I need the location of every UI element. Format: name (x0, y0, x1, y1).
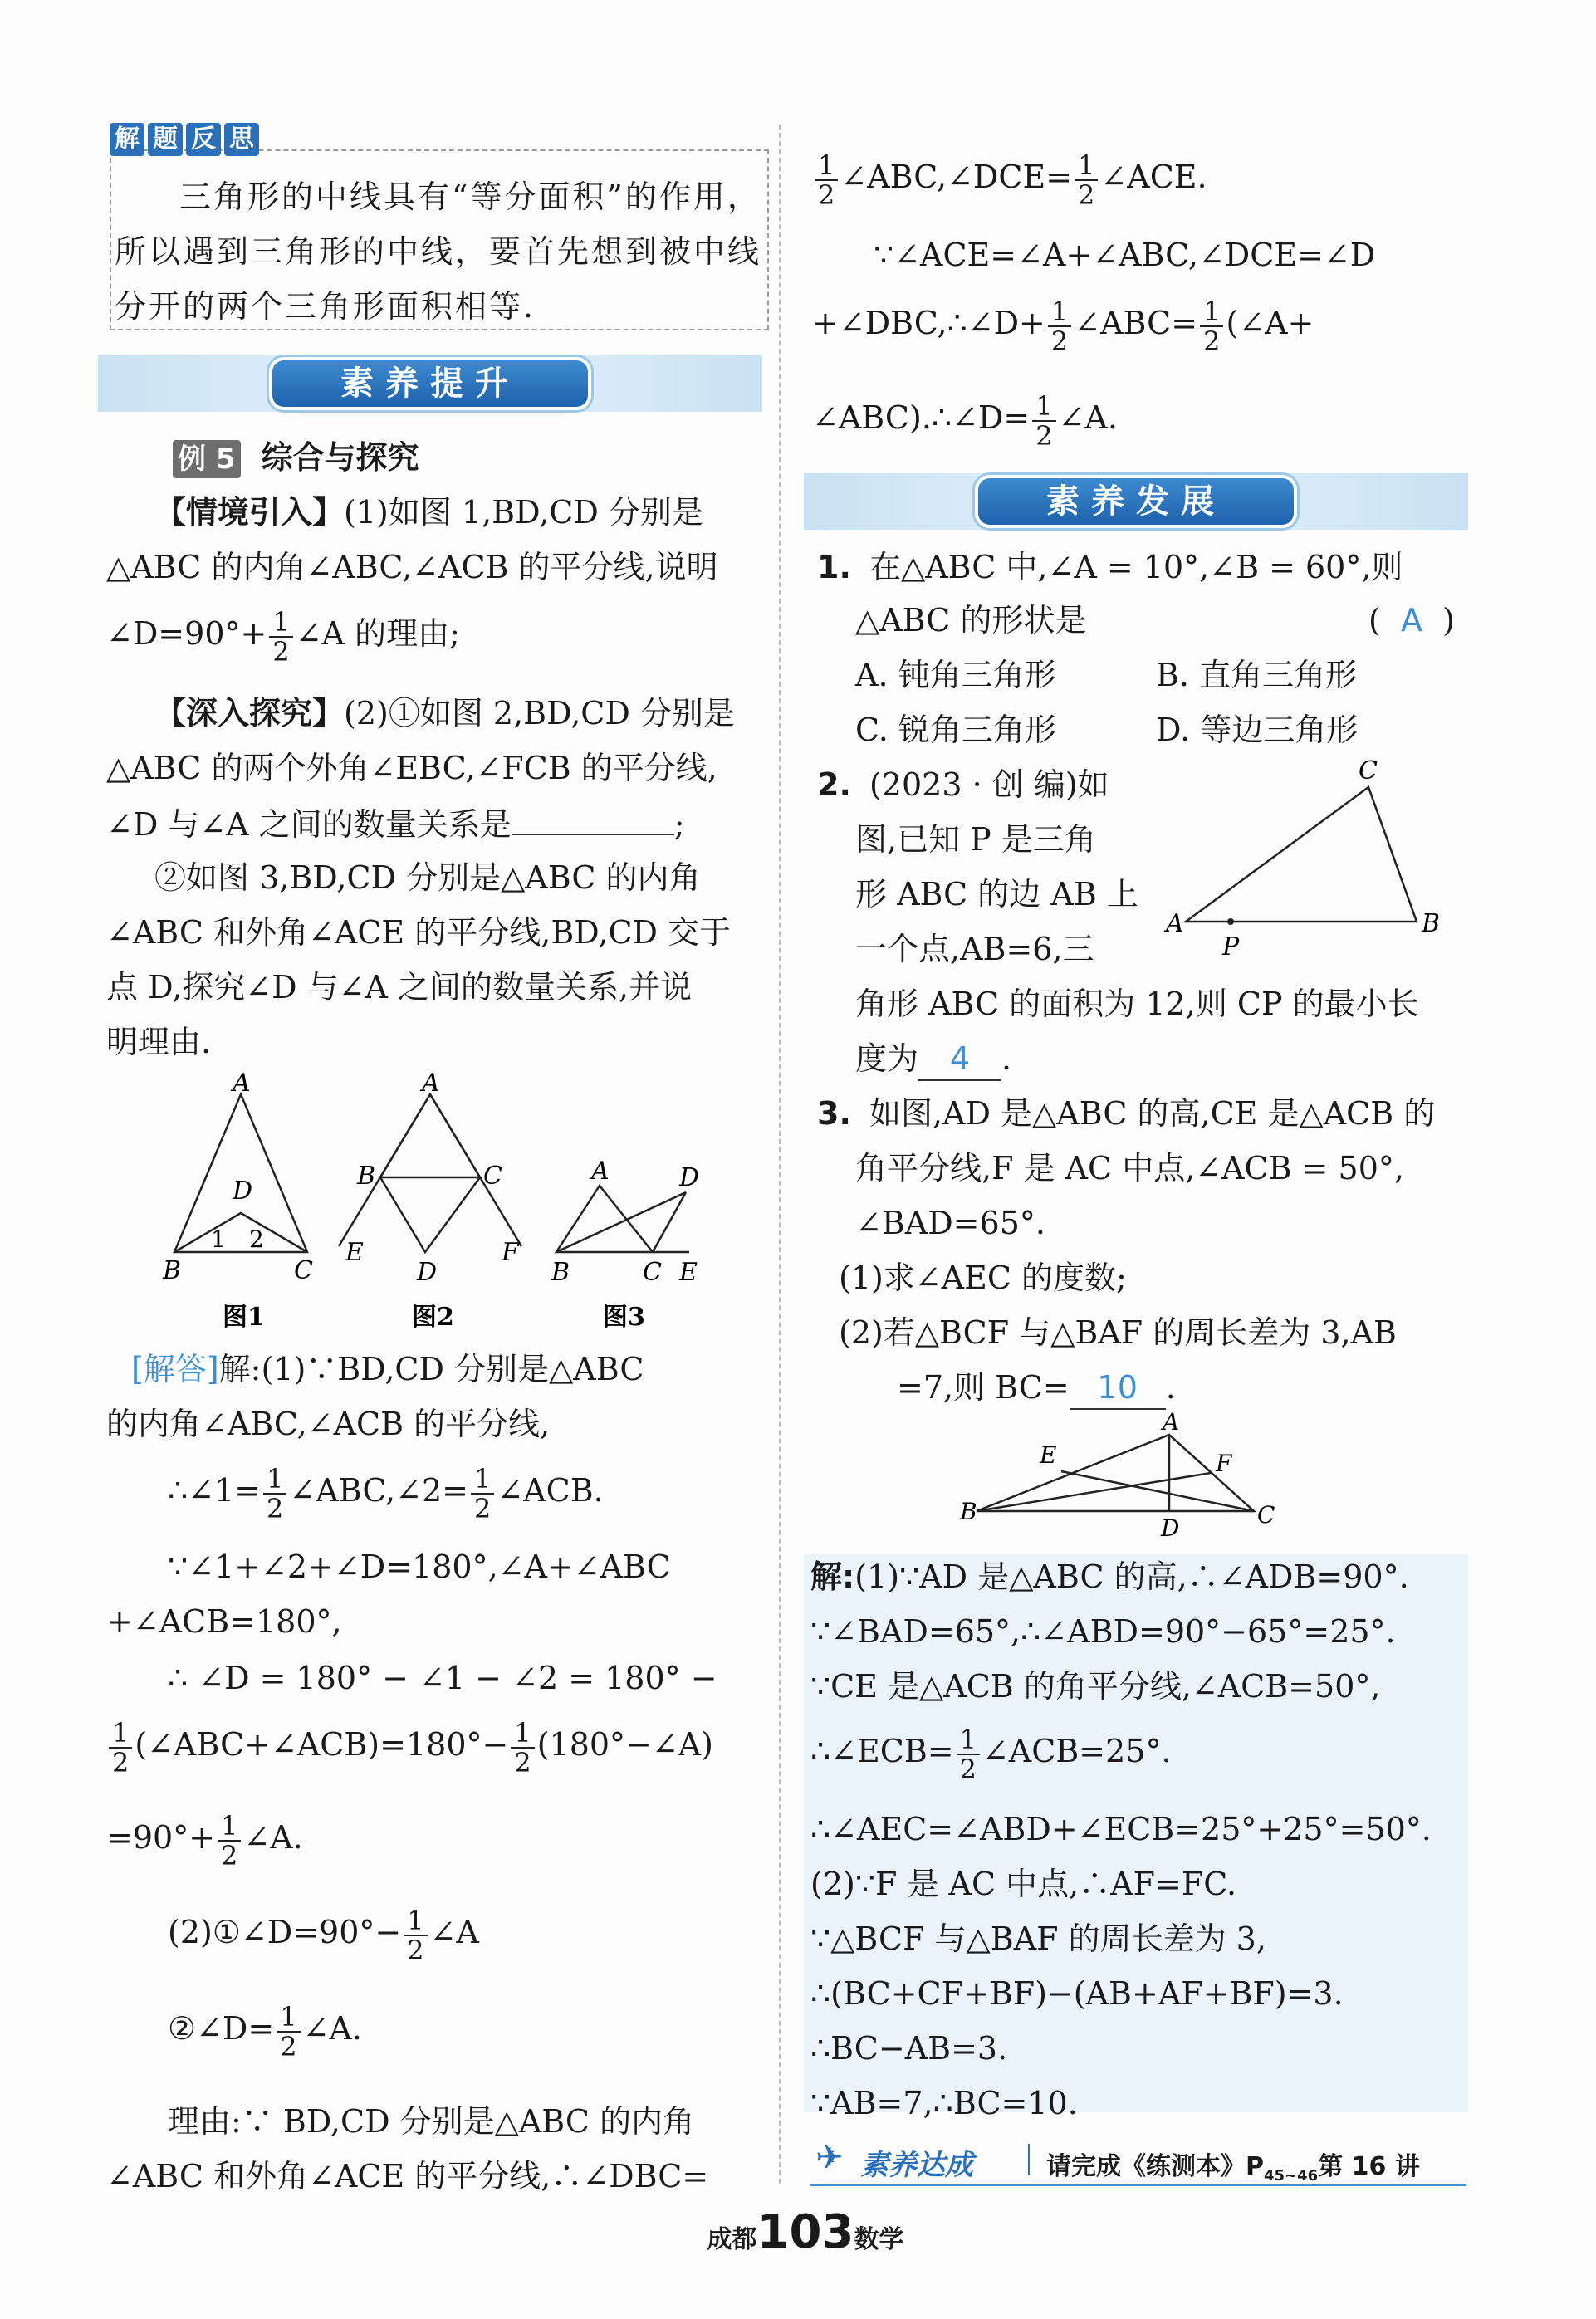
sol-left-line-12: ∠ABC 和外角∠ACE 的平分线,∴∠DBC= (106, 2158, 709, 2194)
fraction-half: $\frac{1}{2}$ (1200, 297, 1223, 355)
fig3-label-B: B (551, 1258, 570, 1287)
fig2-label-B: B (357, 1162, 376, 1191)
sol-right-line-3: ∵CE 是△ACB 的角平分线,∠ACB=50°, (810, 1668, 1381, 1705)
fraction-half: $\frac{1}{2}$ (269, 608, 292, 666)
reflection-tags (110, 123, 262, 156)
sol-left-line-9 (168, 1905, 479, 1964)
q1-text-1: 在△ABC 中,∠A = 10°,∠B = 60°,则 (869, 549, 1403, 585)
situation-tag: 【情境引入】 (154, 494, 345, 531)
fig2-label-E: E (345, 1238, 364, 1267)
footer-logo: 素养达成 (860, 2149, 973, 2182)
fig-caption-3: 图3 (603, 1303, 645, 1332)
q3-figure (960, 1408, 1294, 1553)
q1-option-a: A. 钝角三角形 (855, 657, 1056, 693)
fig-caption-2: 图2 (412, 1303, 454, 1332)
reflection-tag-3: 思 (224, 123, 259, 156)
q3-text-6: =7,则 BC= (897, 1369, 1070, 1406)
sol-right-head: 解: (810, 1558, 855, 1595)
situation-line-1 (154, 485, 703, 540)
reflection-tag-0: 解 (110, 123, 144, 156)
footer-text (1046, 2145, 1420, 2184)
banner-right (804, 473, 1468, 530)
sol-left-line-4: ∵∠1+∠2+∠D=180°,∠A+∠ABC (168, 1548, 671, 1585)
q3-text-1: 如图,AD 是△ABC 的高,CE 是△ACB 的 (869, 1095, 1436, 1132)
footer-bar (810, 2137, 1466, 2186)
fig3-label-E: E (679, 1258, 698, 1287)
q2-figure (1166, 747, 1452, 971)
q2-text-6: 度为 (855, 1040, 919, 1077)
reflection-line-0: 三角形的中线具有“等分面积”的作用， (179, 179, 761, 215)
q3-line-5: (2)若△BCF 与△BAF 的周长差为 3,AB (839, 1314, 1397, 1351)
example-title: 综合与探究 (261, 439, 419, 476)
sol-right-top-line-1 (812, 149, 1207, 209)
footer-page-number: 103 (756, 2205, 854, 2259)
q2-text-1: (2023 · 创 编)如 (869, 766, 1109, 803)
q2-number: 2. (817, 766, 851, 803)
fig2-label-D: D (417, 1258, 438, 1287)
fig-caption-1: 图1 (223, 1303, 265, 1332)
sol-left-text-7a: (∠ABC+∠ACB)=180°− (135, 1726, 509, 1763)
sol-left-text-3a: ∴∠1= (168, 1472, 262, 1509)
sol-right-line-8: ∴(BC+CF+BF)−(AB+AF+BF)=3. (810, 1975, 1344, 2012)
sol-left-line-10 (168, 2001, 362, 2061)
solution-tag: [解答] (131, 1351, 219, 1387)
sol-right-top-text-1b: ∠ACE. (1100, 159, 1207, 195)
column-divider (779, 125, 781, 2184)
deep-text-3: ∠D 与∠A 之间的数量关系是 (106, 806, 512, 843)
fraction-half: $\frac{1}{2}$ (815, 151, 838, 209)
q1-line-1 (817, 540, 1403, 594)
sol-right-top-text-4b: ∠A. (1058, 399, 1118, 436)
sol-left-text-9a: (2)①∠D=90°− (168, 1914, 402, 1950)
deep-line-1 (154, 686, 735, 741)
page-footer (681, 2205, 930, 2259)
q1-option-d: D. 等边三角形 (1156, 712, 1359, 748)
deep-line-6: 点 D,探究∠D 与∠A 之间的数量关系,并说 (106, 969, 693, 1005)
q3-label-A: A (1163, 1408, 1180, 1436)
situation-line-2: △ABC 的内角∠ABC,∠ACB 的平分线,说明 (106, 549, 718, 585)
fig3-label-D: D (679, 1163, 700, 1192)
q1-answer: A (1400, 602, 1422, 638)
reflection-line-2: 分开的两个三角形面积相等. (115, 288, 536, 325)
sol-left-text-9b: ∠A (429, 1914, 479, 1950)
footer-text-sub: 45~46 (1264, 2167, 1319, 2184)
q3-line-3: ∠BAD=65°. (855, 1205, 1045, 1241)
fraction-half: $\frac{1}{2}$ (109, 1719, 132, 1777)
situation-text-3a: ∠D=90°+ (106, 615, 267, 652)
fig1-label-1: 1 (211, 1226, 226, 1253)
sol-left-text-7b: (180°−∠A) (536, 1726, 714, 1763)
sol-right-top-line-3 (812, 296, 1314, 355)
sol-right-top-line-4 (812, 390, 1118, 450)
footer-logo-divider (1028, 2144, 1030, 2175)
sol-left-line-3 (168, 1463, 604, 1523)
sol-left-text-3c: ∠ACB. (497, 1472, 604, 1509)
q3-label-C: C (1257, 1501, 1275, 1529)
q2-line-1 (817, 757, 1109, 812)
q3-number: 3. (817, 1095, 851, 1132)
footer-subject: 数学 (854, 2225, 904, 2254)
fraction-half: $\frac{1}{2}$ (263, 1465, 286, 1523)
sol-right-line-9: ∴BC−AB=3. (810, 2030, 1008, 2067)
sol-right-text-1: (1)∵AD 是△ABC 的高,∴∠ADB=90°. (854, 1558, 1409, 1595)
q3-line-4: (1)求∠AEC 的度数; (839, 1260, 1127, 1296)
deep-text-3end: ; (673, 806, 685, 843)
footer-city: 成都 (707, 2225, 757, 2254)
banner-left (98, 355, 762, 412)
example-header (173, 432, 419, 478)
fraction-half: $\frac{1}{2}$ (957, 1725, 980, 1783)
q3-label-F: F (1216, 1450, 1232, 1477)
sol-right-top-text-3b: ∠ABC= (1074, 305, 1198, 341)
situation-line-3 (106, 606, 460, 666)
reflection-tag-1: 题 (148, 123, 183, 156)
sol-right-line-6: (2)∵F 是 AC 中点,∴AF=FC. (810, 1866, 1237, 1902)
fig1-label-2: 2 (249, 1226, 264, 1253)
deep-line-4: ②如图 3,BD,CD 分别是△ABC 的内角 (154, 859, 701, 896)
q3-label-D: D (1161, 1514, 1180, 1542)
sol-left-text-3b: ∠ABC,∠2= (289, 1472, 468, 1509)
deep-line-7: 明理由. (106, 1024, 212, 1060)
fraction-half: $\frac{1}{2}$ (471, 1465, 494, 1523)
sol-left-line-1 (131, 1342, 644, 1397)
fig1-label-A: A (233, 1069, 251, 1098)
q3-line-2: 角平分线,F 是 AC 中点,∠ACB = 50°, (855, 1150, 1404, 1186)
fig2-label-F: F (502, 1238, 519, 1267)
sol-right-line-10: ∵AB=7,∴BC=10. (810, 2085, 1078, 2121)
q2-line-2: 图,已知 P 是三角 (855, 821, 1096, 858)
reflection-tag-2: 反 (186, 123, 221, 156)
situation-text-3b: ∠A 的理由; (295, 615, 460, 652)
fraction-half: $\frac{1}{2}$ (404, 1906, 427, 1964)
deep-line-3 (106, 795, 685, 852)
q3-line-6: =7,则 BC= 10 . (897, 1360, 1176, 1415)
fig2-label-C: C (483, 1162, 502, 1191)
sol-right-top-line-2: ∵∠ACE=∠A+∠ABC,∠DCE=∠D (874, 237, 1376, 273)
sol-left-line-5: +∠ACB=180°, (106, 1603, 342, 1640)
sol-left-line-7 (106, 1717, 713, 1777)
reflection-line-1: 所以遇到三角形的中线，要首先想到被中线 (115, 233, 762, 270)
fraction-half: $\frac{1}{2}$ (218, 1812, 241, 1870)
sol-left-text-10a: ②∠D= (168, 2010, 275, 2047)
fraction-half: $\frac{1}{2}$ (511, 1719, 534, 1777)
q3-line-1 (817, 1086, 1435, 1141)
sol-left-text-1: 解:(1)∵BD,CD 分别是△ABC (218, 1351, 644, 1387)
sol-left-line-8 (106, 1810, 303, 1870)
sol-right-line-7: ∵△BCF 与△BAF 的周长差为 3, (810, 1920, 1266, 1957)
example-figures (98, 1069, 762, 1342)
q1-option-c: C. 锐角三角形 (855, 712, 1056, 748)
deep-answer-blank (512, 795, 674, 835)
q2-line-5: 角形 ABC 的面积为 12,则 CP 的最小长 (855, 986, 1419, 1022)
sol-right-text-4b: ∠ACB=25°. (982, 1733, 1172, 1769)
q2-line-4: 一个点,AB=6,三 (855, 931, 1094, 967)
fig1-label-C: C (294, 1256, 313, 1285)
sol-right-top-text-1a: ∠ABC,∠DCE= (840, 159, 1073, 195)
deep-line-2: △ABC 的两个外角∠EBC,∠FCB 的平分线, (106, 750, 717, 786)
fraction-half: $\frac{1}{2}$ (277, 2003, 300, 2061)
sol-left-line-11: 理由:∵ BD,CD 分别是△ABC 的内角 (168, 2103, 695, 2140)
q3-label-E: E (1040, 1441, 1057, 1469)
banner-right-title: 素养发展 (978, 478, 1294, 525)
banner-left-title: 素养提升 (272, 360, 588, 407)
fraction-half: $\frac{1}{2}$ (1048, 297, 1071, 355)
sol-right-top-text-3a: +∠DBC,∴∠D+ (812, 305, 1045, 341)
sol-right-line-5: ∴∠AEC=∠ABD+∠ECB=25°+25°=50°. (810, 1811, 1432, 1847)
example-label: 例 5 (173, 440, 241, 478)
fig1-label-D: D (233, 1177, 253, 1206)
footer-text-main: 请完成《练测本》P (1046, 2152, 1264, 2181)
q2-label-A: A (1166, 909, 1184, 938)
q2-line-6: 度为 4 . (855, 1031, 1011, 1086)
sol-right-line-4 (810, 1724, 1172, 1783)
fraction-half: $\frac{1}{2}$ (1075, 151, 1098, 209)
runner-icon: ✈ (815, 2139, 844, 2177)
sol-right-top-text-3c: (∠A+ (1226, 305, 1314, 341)
deep-tag: 【深入探究】 (154, 695, 345, 731)
fig2-label-A: A (422, 1069, 440, 1098)
q3-label-B: B (960, 1498, 977, 1525)
fig3-label-C: C (643, 1258, 662, 1287)
q2-point-p (1227, 918, 1234, 925)
sol-right-top-text-4a: ∠ABC).∴∠D= (812, 399, 1031, 436)
q2-label-B: B (1422, 909, 1441, 938)
fig1-label-B: B (163, 1256, 182, 1285)
q3-answer: 10 (1070, 1367, 1166, 1410)
footer-text-lesson: 第 16 讲 (1318, 2152, 1420, 2181)
fig3-label-A: A (591, 1157, 610, 1186)
sol-left-line-6: ∴ ∠D = 180° − ∠1 − ∠2 = 180° − (168, 1660, 717, 1696)
sol-left-line-2: 的内角∠ABC,∠ACB 的平分线, (106, 1406, 551, 1442)
sol-left-text-8a: =90°+ (106, 1819, 216, 1856)
situation-text-1: (1)如图 1,BD,CD 分别是 (344, 494, 703, 531)
deep-text-1: (2)①如图 2,BD,CD 分别是 (344, 695, 735, 731)
sol-right-line-1 (810, 1549, 1409, 1604)
sol-left-text-8b: ∠A. (243, 1819, 303, 1856)
q1-line-2: △ABC 的形状是 (855, 602, 1087, 638)
q2-label-C: C (1359, 756, 1378, 785)
q2-line-3: 形 ABC 的边 AB 上 (855, 876, 1138, 912)
sol-right-text-4a: ∴∠ECB= (810, 1733, 954, 1769)
fraction-half: $\frac{1}{2}$ (1032, 392, 1055, 450)
sol-left-text-10b: ∠A. (302, 2010, 362, 2047)
sol-right-line-2: ∵∠BAD=65°,∴∠ABD=90°−65°=25°. (810, 1613, 1396, 1650)
q2-answer: 4 (918, 1038, 1001, 1081)
q1-number: 1. (817, 549, 851, 585)
q1-option-b: B. 直角三角形 (1156, 657, 1358, 693)
q2-label-P: P (1222, 932, 1240, 961)
deep-line-5: ∠ABC 和外角∠ACE 的平分线,BD,CD 交于 (106, 914, 732, 951)
q1-answer-bracket: ( A ) (1368, 602, 1455, 638)
